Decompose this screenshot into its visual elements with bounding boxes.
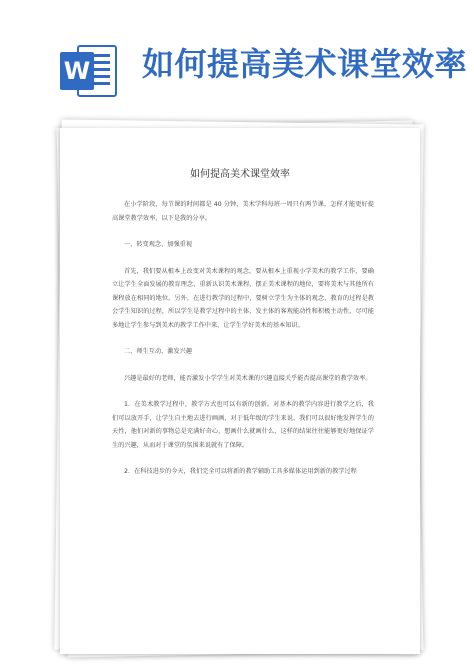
document-title: 如何提高美术课堂效率 (190, 169, 290, 180)
document-preview (52, 118, 430, 658)
document-page (60, 128, 420, 654)
paragraph-section-1: 首先，我们要从根本上改变对美术课程的观念，要从根本上重视小学美术的教学工作，要确立让学生全面发展的教育理念，重新认识美术课程，摆正美术课程的地位，要将美术与其他所有课程放在相同的地位。另外，在进行教学的过程中，要树立学生为主体的观念，教育的过程是教会学生知识的过程，所以学生是教学过程中的主体，发主体的客观能动性和积极主动性，尽可能多地让学生参与到美术的教学工作中来，让学生学好美术的基本知识。 (112, 267, 374, 329)
section-heading-2: 二、师生互动，激发兴趣 (124, 348, 193, 355)
header-banner (0, 0, 474, 110)
document-body (112, 198, 374, 479)
paragraph-intro: 在小学阶段，每节课的时间都是 40 分钟，美术学科每班一周只有两节课，怎样才能更好提高课堂教学效率，以下是我的分享。 (112, 201, 374, 222)
word-icon (58, 40, 120, 102)
svg-text:W: W (63, 57, 91, 85)
paragraph-point-1: 1．在美术教学过程中，教学方式也可以有新的创新。对基本的教学内容进行教学之后，我们可以放开手，让学生自主地去进行画画，对于低年级的学生来说，我们可以很好地发挥学生的天性，他们对新的事物总是充满好奇心，想画什么就画什么，这样的结果往往能够更好地保证学生的兴趣，从而对于课堂的氛围来说就有了保障。 (112, 401, 374, 449)
header-title: 如何提高美术课堂效率 (142, 45, 468, 83)
paragraph-section-2-intro: 兴趣是最好的老师，能否激发小学学生对美术课的兴趣直接关乎能否提高课堂的教学效率。 (124, 374, 372, 382)
section-heading-1: 一、转变观念，加强重视 (124, 241, 193, 248)
paragraph-point-2: 2．在科技进步的今天，我们完全可以将新的教学辅助工具多媒体运用到新的教学过程 (124, 468, 357, 475)
